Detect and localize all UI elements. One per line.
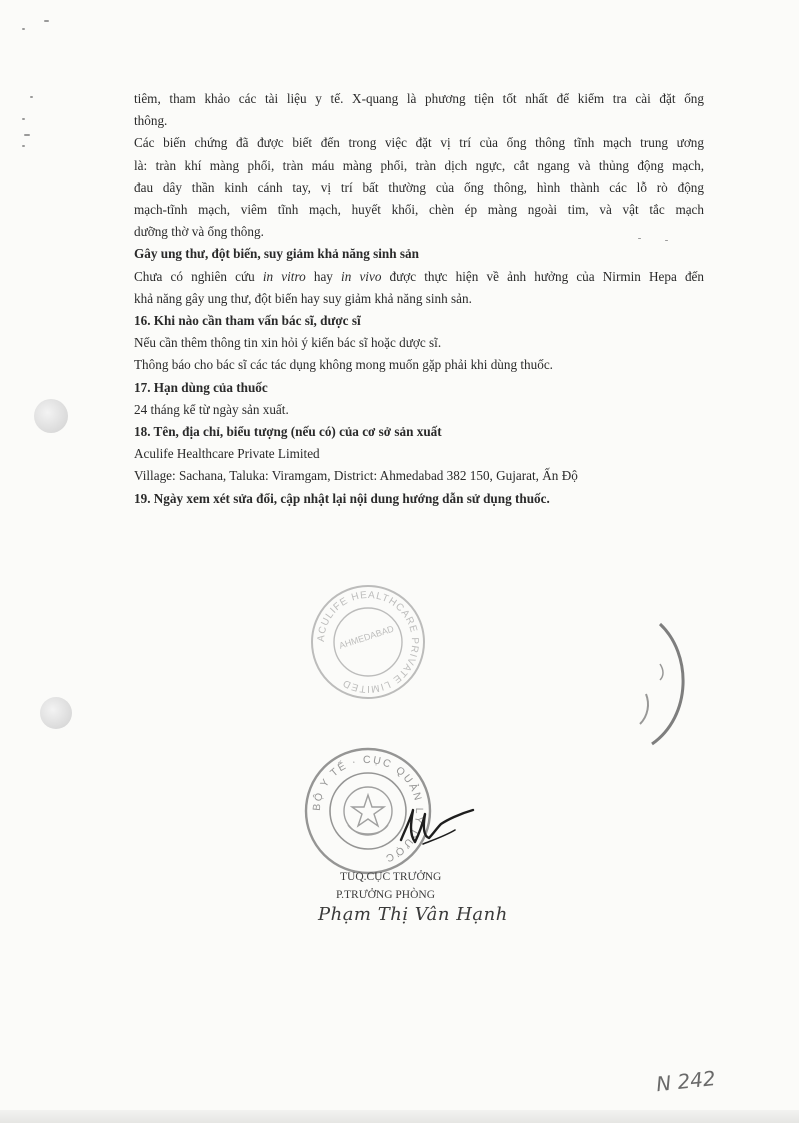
signatory-name: Phạm Thị Vân Hạnh	[318, 904, 508, 925]
scan-speck	[44, 20, 49, 22]
text-run: hay	[305, 268, 342, 284]
section-16-line: Nếu cần thêm thông tin xin hỏi ý kiến bác sĩ hoặc dược sĩ.	[134, 335, 442, 351]
section-16-line: Thông báo cho bác sĩ các tác dụng không mong muốn gặp phải khi dùng thuốc.	[134, 357, 553, 373]
signatory-title-line1: TUQ.CỤC TRƯỞNG	[340, 871, 442, 883]
section-heading-18: 18. Tên, địa chỉ, biểu tượng (nếu có) của cơ sở sản xuất	[134, 424, 442, 440]
scan-speck	[24, 134, 30, 136]
body-text-line: thông.	[134, 113, 168, 129]
section-heading-16: 16. Khi nào cần tham vấn bác sĩ, dược sĩ	[134, 313, 361, 329]
carcinogenicity-text	[134, 266, 704, 288]
scan-speck	[22, 28, 25, 30]
text-run: được thực hiện về ảnh hưởng của Nirmin Hepa đến	[381, 268, 705, 284]
manufacturer-address: Village: Sachana, Taluka: Viramgam, District: Ahmedabad 382 150, Gujarat, Ấn Độ	[134, 468, 578, 484]
text-run: Chưa có nghiên cứu	[134, 268, 263, 284]
body-text-line: mạch-tĩnh mạch, viêm tĩnh mạch, huyết khối, chèn ép màng ngoài tim, và vật tắc mạch	[134, 202, 704, 218]
section-heading-17: 17. Hạn dùng của thuốc	[134, 379, 268, 395]
scan-speck	[22, 118, 25, 120]
scan-speck	[30, 96, 33, 98]
partial-stamp-edge	[630, 620, 690, 750]
company-stamp	[308, 582, 428, 702]
body-text-line: là: tràn khí màng phổi, tràn máu màng phổi, tràn dịch ngực, cắt ngang và thủng động mạch,	[134, 157, 704, 173]
body-text-line: dưỡng thờ và ống thông.	[134, 224, 264, 240]
punch-hole-mark	[34, 399, 68, 433]
national-emblem-icon	[344, 787, 392, 835]
signatory-title-line2: P.TRƯỞNG PHÒNG	[336, 889, 436, 901]
scan-bottom-edge	[0, 1110, 799, 1123]
section-heading-19: 19. Ngày xem xét sửa đổi, cập nhật lại nội dung hướng dẫn sử dụng thuốc.	[134, 490, 550, 506]
italic-term: in vitro	[262, 268, 306, 284]
body-text-line: Các biến chứng đã được biết đến trong việc đặt vị trí của ống thông tĩnh mạch trung ương	[134, 135, 704, 151]
section-heading-carcinogenicity: Gây ung thư, đột biến, suy giảm khả năng sinh sản	[134, 246, 419, 262]
company-stamp-ring-text: ACULIFE HEALTHCARE PRIVATE LIMITED	[315, 589, 421, 695]
manufacturer-name: Aculife Healthcare Private Limited	[134, 446, 320, 462]
punch-hole-mark	[40, 697, 72, 729]
handwritten-signature	[393, 800, 483, 860]
document-body	[134, 88, 704, 510]
body-text-line: đau dây thần kinh cánh tay, vị trí bất thường của ống thông, hình thành các lỗ rò động	[134, 179, 704, 195]
carcinogenicity-text-line2: khả năng gây ung thư, đột biến hay suy giảm khả năng sinh sản.	[134, 290, 472, 306]
section-17-line: 24 tháng kể từ ngày sản xuất.	[134, 401, 289, 417]
scan-speck	[22, 145, 25, 147]
body-text-line: tiêm, tham khảo các tài liệu y tế. X-quang là phương tiện tốt nhất để kiểm tra cài đặt ống	[134, 91, 704, 106]
ministry-stamp-ring-text: BỘ Y TẾ · CỤC QUẢN LÝ DƯỢC	[310, 753, 426, 865]
handwritten-page-note: N 242	[655, 1066, 717, 1097]
italic-term: in vivo	[341, 268, 382, 284]
signature-block	[326, 868, 526, 904]
company-stamp-center-text: AHMEDABAD	[337, 623, 396, 651]
